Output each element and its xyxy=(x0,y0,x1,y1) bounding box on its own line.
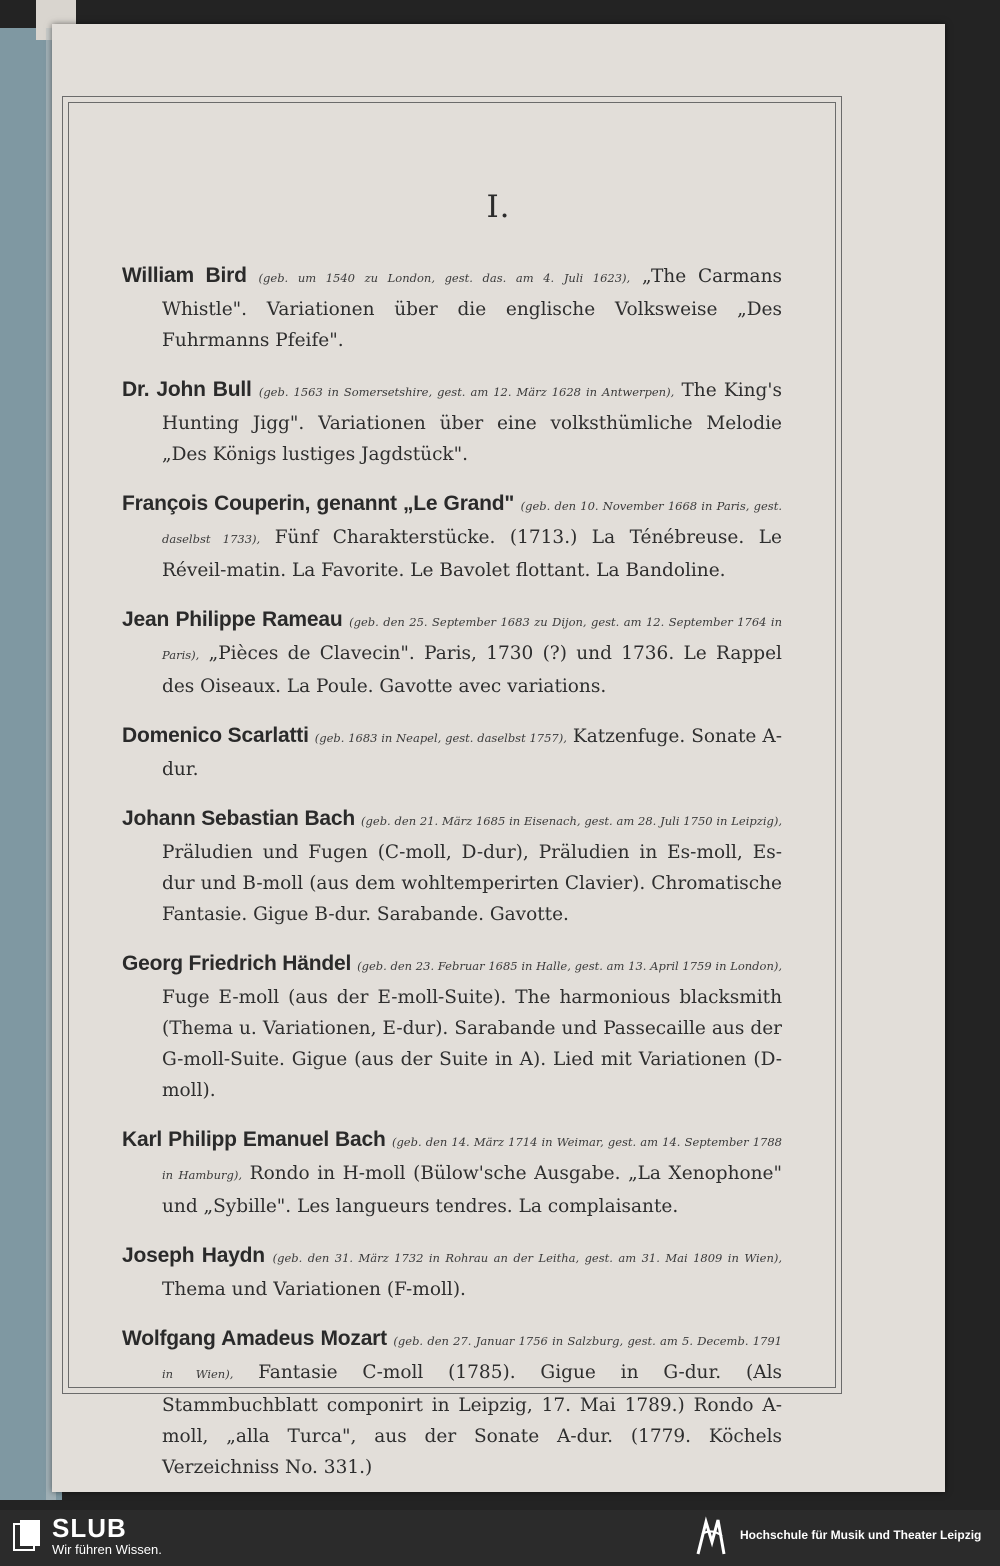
composer-name: François Couperin, genannt „Le Grand" xyxy=(122,492,515,515)
composer-list xyxy=(122,260,782,1501)
composer-name: Domenico Scarlatti xyxy=(122,724,309,747)
composer-dates: (geb. den 14. März 1714 in Weimar, gest. am 14. September 1788 in Hamburg), xyxy=(162,1135,782,1182)
composer-works: The King's Hunting Jigg". Variationen über eine volksthümliche Melodie „Des Königs lustiges Jagdstück". xyxy=(162,380,782,465)
composer-works: Katzenfuge. Sonate A-dur. xyxy=(162,726,782,780)
composer-dates: (geb. den 27. Januar 1756 in Salzburg, gest. am 5. Decemb. 1791 in Wien), xyxy=(162,1334,782,1381)
slub-title: SLUB xyxy=(52,1513,127,1543)
composer-name: Jean Philippe Rameau xyxy=(122,608,343,631)
composer-works: „Pièces de Clavecin". Paris, 1730 (?) und 1736. Le Rappel des Oiseaux. La Poule. Gavotte avec variations. xyxy=(162,643,782,697)
composer-dates: (geb. den 23. Februar 1685 in Halle, gest. am 13. April 1759 in London), xyxy=(357,959,783,973)
slub-subtitle: Wir führen Wissen. xyxy=(52,1542,162,1557)
composer-entry xyxy=(122,1323,782,1483)
composer-works: Fantasie C-moll (1785). Gigue in G-dur. (Als Stammbuchblatt componirt in Leipzig, 17. Mai 1789.) Rondo A-moll, „alla Turca", aus der Sonate A-dur. (1779. Köchels Verzeichniss No. 331.) xyxy=(162,1362,782,1478)
composer-name: Joseph Haydn xyxy=(122,1244,265,1267)
composer-name: William Bird xyxy=(122,264,247,287)
institution-name: Hochschule für Musik und Theater Leipzig xyxy=(740,1528,982,1542)
composer-works: „The Carmans Whistle". Variationen über die englische Volksweise „Des Fuhrmanns Pfeife". xyxy=(162,266,782,351)
composer-name: Dr. John Bull xyxy=(122,378,252,401)
composer-entry xyxy=(122,803,782,930)
composer-works: Thema und Variationen (F-moll). xyxy=(162,1279,466,1300)
viewer-footer xyxy=(0,1510,1000,1566)
composer-entry xyxy=(122,488,782,586)
composer-name: Wolfgang Amadeus Mozart xyxy=(122,1327,387,1350)
composer-entry xyxy=(122,374,782,470)
composer-dates: (geb. 1683 in Neapel, gest. daselbst 1757), xyxy=(314,731,567,745)
composer-dates: (geb. 1563 in Somersetshire, gest. am 12. März 1628 in Antwerpen), xyxy=(258,385,675,399)
slub-logo-icon xyxy=(12,1518,42,1554)
composer-works: Fünf Charakterstücke. (1713.) La Ténébreuse. Le Réveil-matin. La Favorite. Le Bavolet flottant. La Bandoline. xyxy=(162,527,782,581)
composer-entry xyxy=(122,1240,782,1305)
composer-works: Präludien und Fugen (C-moll, D-dur), Präludien in Es-moll, Es-dur und B-moll (aus dem wohltemperirten Clavier). Chromatische Fantasie. Gigue B-dur. Sarabande. Gavotte. xyxy=(162,842,782,925)
composer-name: Georg Friedrich Händel xyxy=(122,952,352,975)
composer-entry xyxy=(122,720,782,785)
section-numeral: I. xyxy=(486,189,511,225)
composer-dates: (geb. um 1540 zu London, gest. das. am 4. Juli 1623), xyxy=(258,271,631,285)
composer-entry xyxy=(122,1124,782,1222)
composer-entry xyxy=(122,260,782,356)
composer-entry xyxy=(122,948,782,1106)
composer-dates: (geb. den 25. September 1683 zu Dijon, gest. am 12. September 1764 in Paris), xyxy=(162,615,782,662)
composer-dates: (geb. den 21. März 1685 in Eisenach, gest. am 28. Juli 1750 in Leipzig), xyxy=(361,814,782,828)
composer-entry xyxy=(122,604,782,702)
composer-works: Fuge E-moll (aus der E-moll-Suite). The harmonious blacksmith (Thema u. Variationen, E-dur). Sarabande und Passecaille aus der G-moll-Suite. Gigue (aus der Suite in A). Lied mit Variationen (D-moll). xyxy=(162,987,782,1101)
composer-dates: (geb. den 10. November 1668 in Paris, gest. daselbst 1733), xyxy=(162,499,782,546)
book-page xyxy=(52,24,945,1492)
composer-name: Karl Philipp Emanuel Bach xyxy=(122,1128,386,1151)
composer-works: Rondo in H-moll (Bülow'sche Ausgabe. „La Xenophone" und „Sybille". Les langueurs tendres. La complaisante. xyxy=(162,1163,782,1217)
composer-dates: (geb. den 31. März 1732 in Rohrau an der Leitha, gest. am 31. Mai 1809 in Wien), xyxy=(272,1251,782,1265)
composer-name: Johann Sebastian Bach xyxy=(122,807,355,830)
hfm-logo-icon xyxy=(692,1514,732,1562)
